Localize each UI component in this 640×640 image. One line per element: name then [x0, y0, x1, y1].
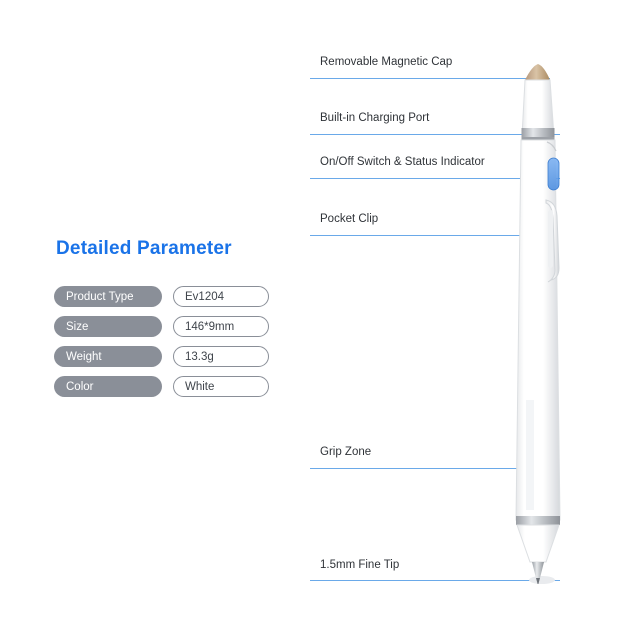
removable-magnetic-cap [522, 80, 554, 136]
param-value: Ev1204 [185, 290, 225, 303]
callout-label-removable-magnetic-cap: Removable Magnetic Cap [320, 56, 453, 68]
param-key: Size [54, 316, 162, 337]
param-row-product-type [54, 286, 269, 307]
stylus-pen-illustration [470, 50, 610, 590]
param-key: Product Type [54, 286, 162, 307]
param-key: Color [54, 376, 162, 397]
callout-label-pocket-clip: Pocket Clip [320, 213, 379, 225]
cap-top-tip [525, 64, 550, 80]
callout-label-fine-tip: 1.5mm Fine Tip [320, 559, 400, 571]
param-value-pill [173, 286, 269, 307]
param-value: 13.3g [185, 350, 214, 363]
param-value-pill [173, 376, 269, 397]
param-row-weight [54, 346, 269, 367]
param-key: Weight [54, 346, 162, 367]
param-value: 146*9mm [185, 320, 235, 333]
param-value: White [185, 380, 215, 393]
page-title: Detailed Parameter [56, 238, 232, 259]
pen-upper-barrel [516, 140, 560, 520]
param-value-pill [173, 316, 269, 337]
built-in-charging-port [522, 128, 555, 140]
param-value-pill [173, 346, 269, 367]
callout-label-grip-zone: Grip Zone [320, 446, 372, 458]
param-row-size [54, 316, 269, 337]
callout-label-built-in-charging-port: Built-in Charging Port [320, 112, 430, 124]
pen-shadow [529, 576, 555, 584]
grip-zone [526, 400, 534, 510]
callout-label-on-off-switch: On/Off Switch & Status Indicator [320, 156, 485, 168]
param-row-color [54, 376, 269, 397]
pen-cone [517, 525, 559, 562]
lower-metal-ring [516, 516, 560, 525]
